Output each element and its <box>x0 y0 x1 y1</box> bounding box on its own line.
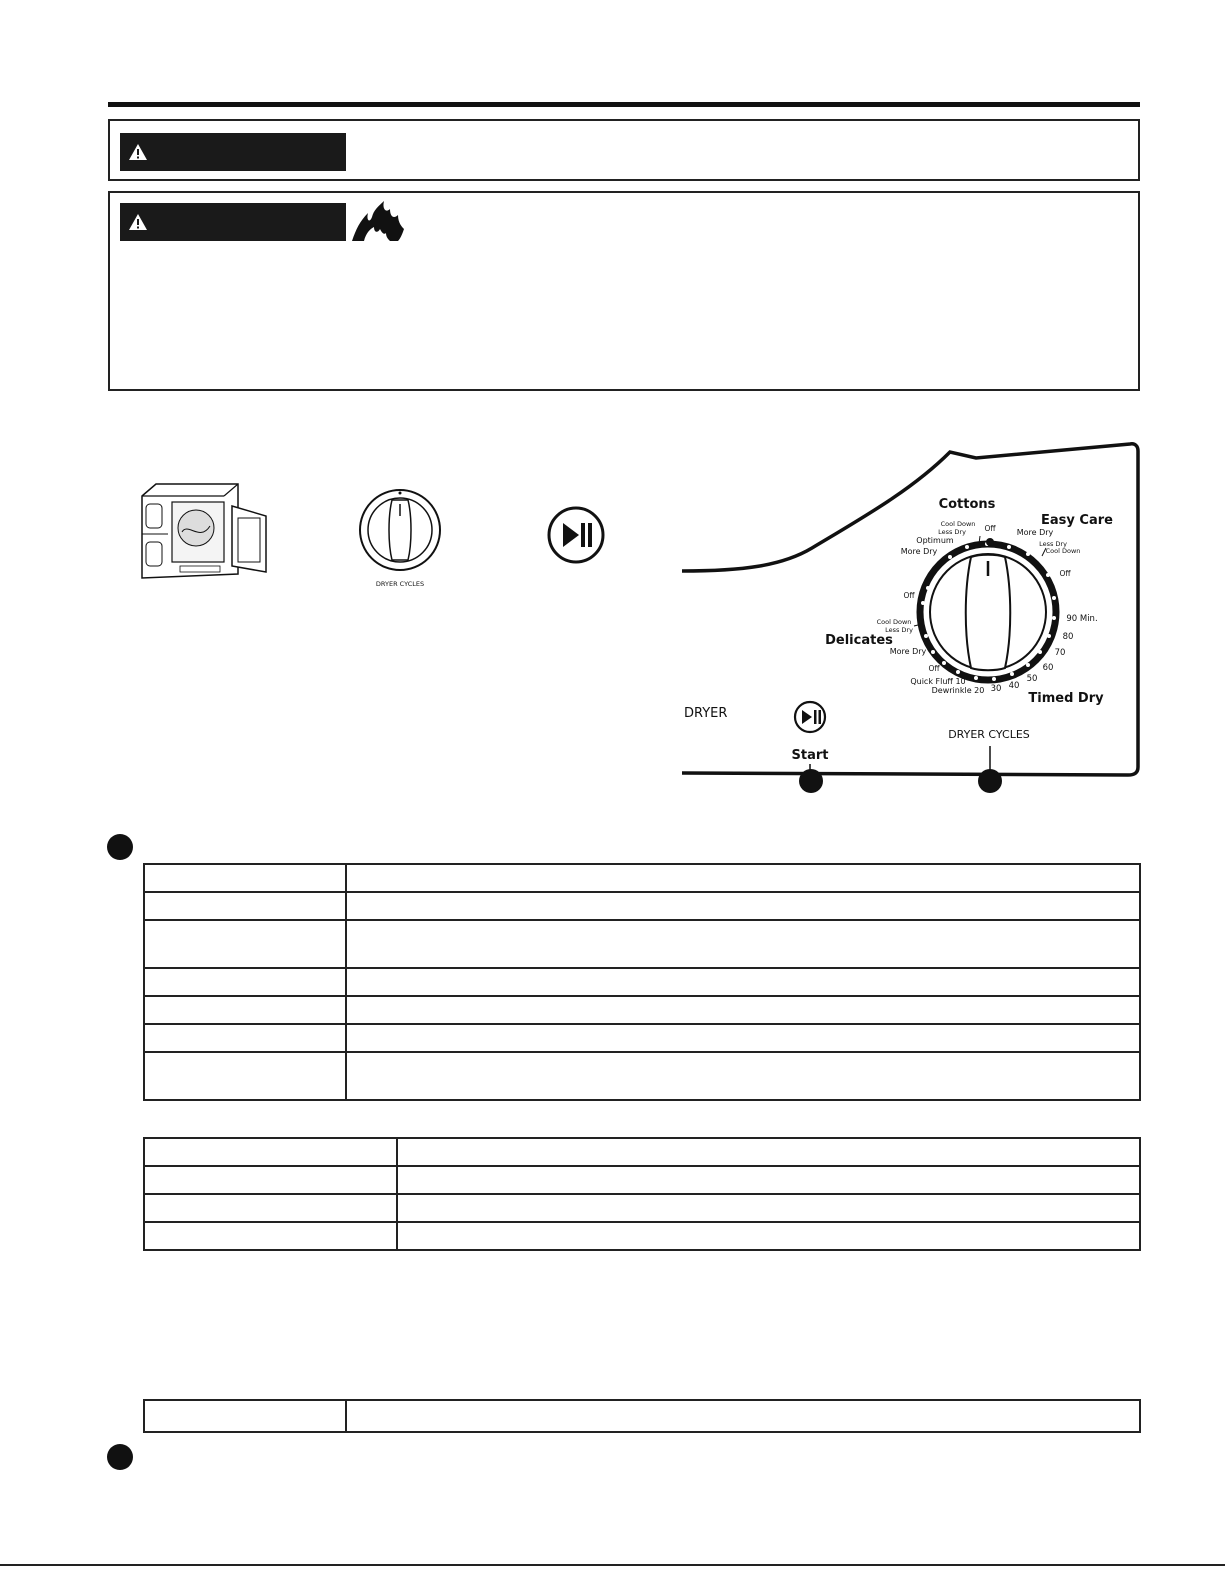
timed-60: 60 <box>1042 663 1054 673</box>
small-dial-caption: DRYER CYCLES <box>375 580 425 588</box>
fire-hazard-icon <box>350 199 406 243</box>
cycles-table <box>143 863 1141 1101</box>
cottons-label: Cottons <box>938 497 996 512</box>
bottom-rule <box>0 1564 1225 1566</box>
callout-marker-dial <box>978 769 1002 793</box>
easy-cool-down: Cool Down <box>1045 547 1081 555</box>
table-row <box>144 1166 1140 1194</box>
dial-caption: DRYER CYCLES <box>948 728 1030 741</box>
table-row <box>144 1024 1140 1052</box>
cottons-more-dry: More Dry <box>900 547 938 556</box>
start-label: Start <box>791 748 829 763</box>
table-row <box>144 1194 1140 1222</box>
control-panel-illustration <box>682 440 1142 795</box>
delicates-less-dry: Less Dry <box>885 626 913 634</box>
table-row <box>144 892 1140 920</box>
warning-signal-bar <box>120 133 346 171</box>
table-row <box>144 968 1140 996</box>
delicates-cool-down: Cool Down <box>876 618 912 626</box>
easy-less-dry: Less Dry <box>1039 540 1067 548</box>
delicates-more-dry: More Dry <box>889 647 927 656</box>
callout-marker-start <box>799 769 823 793</box>
table-row <box>144 1052 1140 1100</box>
table-row <box>144 996 1140 1024</box>
cycle-selector-dial[interactable] <box>920 544 1056 680</box>
delicates-off-bottom: Off <box>928 664 940 673</box>
fire-warning-box <box>108 191 1140 391</box>
table-row <box>144 1138 1140 1166</box>
table-row <box>144 864 1140 892</box>
warning-triangle-icon <box>128 142 148 162</box>
timed-30: 30 <box>990 684 1002 694</box>
dewrinkle-20: Dewrinkle 20 <box>931 686 985 695</box>
cottons-less-dry: Less Dry <box>938 528 966 536</box>
quick-fluff-10: Quick Fluff 10 <box>910 677 966 686</box>
timed-50: 50 <box>1026 674 1038 684</box>
warning-triangle-icon <box>128 212 148 232</box>
delicates-label: Delicates <box>825 633 893 648</box>
section-marker-2 <box>107 1444 133 1470</box>
timed-90: 90 Min. <box>1066 614 1098 624</box>
table-row <box>144 1400 1140 1432</box>
play-pause-icon <box>546 505 606 565</box>
dryness-table <box>143 1137 1141 1251</box>
timed-70: 70 <box>1054 648 1066 658</box>
easy-more-dry: More Dry <box>1016 528 1054 537</box>
cottons-optimum: Optimum <box>916 536 954 545</box>
table-row <box>144 920 1140 968</box>
table-row <box>144 1222 1140 1250</box>
easy-care-label: Easy Care <box>1041 513 1113 528</box>
dryer-label: DRYER <box>684 706 728 721</box>
cottons-cool-down: Cool Down <box>940 520 976 528</box>
start-button[interactable] <box>795 702 825 732</box>
top-rule <box>108 102 1140 107</box>
cottons-off: Off <box>984 524 996 533</box>
single-row-table <box>143 1399 1141 1433</box>
fire-warning-signal-bar <box>120 203 346 241</box>
easy-off: Off <box>1059 569 1071 578</box>
small-dryer-cycles-dial-icon <box>352 486 448 590</box>
timed-80: 80 <box>1062 632 1074 642</box>
section-marker-1 <box>107 834 133 860</box>
dryer-illustration <box>138 482 273 582</box>
timed-dry-label: Timed Dry <box>1028 691 1104 706</box>
timed-40: 40 <box>1008 681 1020 691</box>
delicates-off-top: Off <box>903 591 915 600</box>
warning-box <box>108 119 1140 181</box>
